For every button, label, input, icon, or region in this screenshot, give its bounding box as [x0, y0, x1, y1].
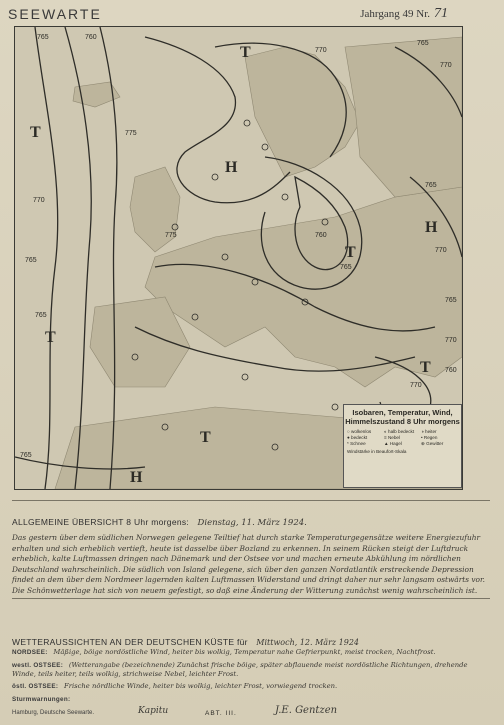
pressure-label: 760: [315, 232, 327, 239]
forecast-row-label: Sturmwarnungen:: [12, 696, 71, 703]
section-divider: [12, 598, 490, 599]
legend-title: [344, 405, 461, 426]
legend-symbol: * Schnee: [347, 441, 366, 446]
forecast-row-label: westl. OSTSEE:: [12, 662, 64, 669]
pressure-label: 770: [440, 62, 452, 69]
pressure-label: 770: [410, 382, 422, 389]
overview-heading-line: [12, 512, 490, 530]
issue-label: Jahrgang 49 Nr.: [360, 8, 430, 20]
section-divider: [12, 500, 490, 501]
legend-symbol: ≡ Nebel: [384, 435, 400, 440]
department-label: ABT. III.: [205, 710, 237, 717]
forecast-row-nordsee: [12, 648, 490, 656]
legend-title-line: Himmelszustand 8 Uhr morgens: [345, 417, 460, 426]
pressure-label: 765: [25, 257, 37, 264]
pressure-label: 765: [20, 452, 32, 459]
legend-symbol: ⊕ Gewitter: [421, 441, 444, 446]
forecast-row-east-ostsee: [12, 682, 490, 690]
forecast-row-label: östl. OSTSEE:: [12, 683, 59, 690]
low-pressure-marker: T: [420, 359, 431, 376]
legend-symbol: ● bedeckt: [347, 435, 368, 440]
pressure-label: 775: [125, 130, 137, 137]
publication-title: SEEWARTE: [8, 6, 102, 22]
low-pressure-marker: T: [30, 124, 41, 141]
footer: [12, 710, 490, 716]
forecast-row-label: NORDSEE:: [12, 649, 48, 656]
signature-right: J.E. Gentzen: [275, 705, 338, 716]
high-pressure-marker: H: [425, 219, 438, 236]
high-pressure-marker: H: [225, 159, 238, 176]
overview-date: Dienstag, 11. März 1924.: [197, 518, 307, 528]
low-pressure-marker: T: [345, 244, 356, 261]
general-overview: [12, 512, 490, 597]
low-pressure-marker: T: [45, 329, 56, 346]
station-marker: [242, 374, 248, 380]
pressure-label: 765: [340, 264, 352, 271]
station-marker: [282, 194, 288, 200]
legend-symbol: ○ wolkenlos: [347, 429, 372, 434]
pressure-label: 770: [445, 337, 457, 344]
isobar-line: [35, 27, 58, 489]
legend-symbol: ◑ heiter: [421, 429, 437, 434]
pressure-label: 765: [35, 312, 47, 319]
legend-symbol: ▲ Hagel: [384, 441, 402, 446]
russia-land: [345, 37, 462, 197]
station-marker: [244, 120, 250, 126]
legend-title-line: Isobaren, Temperatur, Wind,: [352, 408, 453, 417]
map-legend: [343, 404, 462, 488]
overview-text: Das gestern über dem südlichen Norwegen gelegene Teiltief hat durch starke Temperaturgegensätze weitere Energiezufuhr erhalten und sich erheblich vertieft, heute ist dasselbe über Bozland zu erkennen. In seinem Rücken steigt der Luftdruck erheblich, kalte Luftmassen dringen nach Dänemark und der Ostsee vor und machen erneute Abkühlung im nördlichen Deutschland wahrscheinlich. Die südlich von Island gelegene, sich über den ganzen Nordatlantik erstreckende Depression findet an dem über dem Nordmeer lagernden kalten Luftmassen Widerstand und dringt daher nur sehr langsam ostwärts vor. Die Schönwetterlage hat sich von neuem gefestigt, so daß eine Änderung der Witterung zunächst wenig wahrscheinlich ist.: [12, 533, 486, 595]
low-pressure-marker: T: [200, 429, 211, 446]
issue-number: 71: [434, 6, 448, 21]
station-marker: [332, 404, 338, 410]
legend-symbol: ◐ halb bedeckt: [384, 429, 415, 434]
overview-heading: ALLGEMEINE ÜBERSICHT 8 Uhr morgens:: [12, 517, 190, 527]
legend-symbol: • Regen: [421, 435, 438, 440]
pressure-label: 775: [165, 232, 177, 239]
signature-left: Kapitu: [138, 706, 169, 716]
pressure-label: 770: [435, 247, 447, 254]
issue-info: [360, 6, 448, 22]
pressure-label: 765: [425, 182, 437, 189]
legend-symbols: [344, 426, 461, 447]
pressure-label: 760: [85, 34, 97, 41]
pressure-label: 770: [315, 47, 327, 54]
pressure-label: 765: [417, 40, 429, 47]
footer-office: Hamburg, Deutsche Seewarte.: [12, 710, 95, 716]
forecast-row-storm: [12, 694, 490, 703]
pressure-label: 765: [37, 34, 49, 41]
forecast-row-text: Mäßige, böige nordöstliche Wind, heiter bis wolkig, Temperatur nahe Gefrierpunkt, meist trocken, Nachtfrost.: [53, 648, 436, 656]
pressure-label: 760: [445, 367, 457, 374]
pressure-label: 770: [33, 197, 45, 204]
high-pressure-marker: H: [130, 469, 143, 486]
forecast-row-text: (Wetterangabe (bezeichnende) Zunächst frische böige, später abflauende meist nordöstliche Richtungen, drehende Winde, teils heiter, teils wolkig, strichweise Nebel, leichter Frost.: [12, 661, 468, 678]
forecast-row-text: Frische nördliche Winde, heiter bis wolkig, leichter Frost, vorwiegend trocken.: [64, 682, 338, 690]
legend-footer: Windstärke in Beaufort-Skala: [347, 449, 407, 454]
station-marker: [212, 174, 218, 180]
forecast-row-west-ostsee: [12, 661, 490, 679]
forecast-heading: WETTERAUSSICHTEN AN DER DEUTSCHEN KÜSTE für: [12, 637, 248, 647]
low-pressure-marker: T: [240, 44, 251, 61]
scandinavia-land: [245, 47, 360, 177]
britain-land: [130, 167, 180, 252]
station-marker: [262, 144, 268, 150]
pressure-label: 765: [445, 297, 457, 304]
forecast-date: Mittwoch, 12. März 1924: [256, 638, 360, 647]
